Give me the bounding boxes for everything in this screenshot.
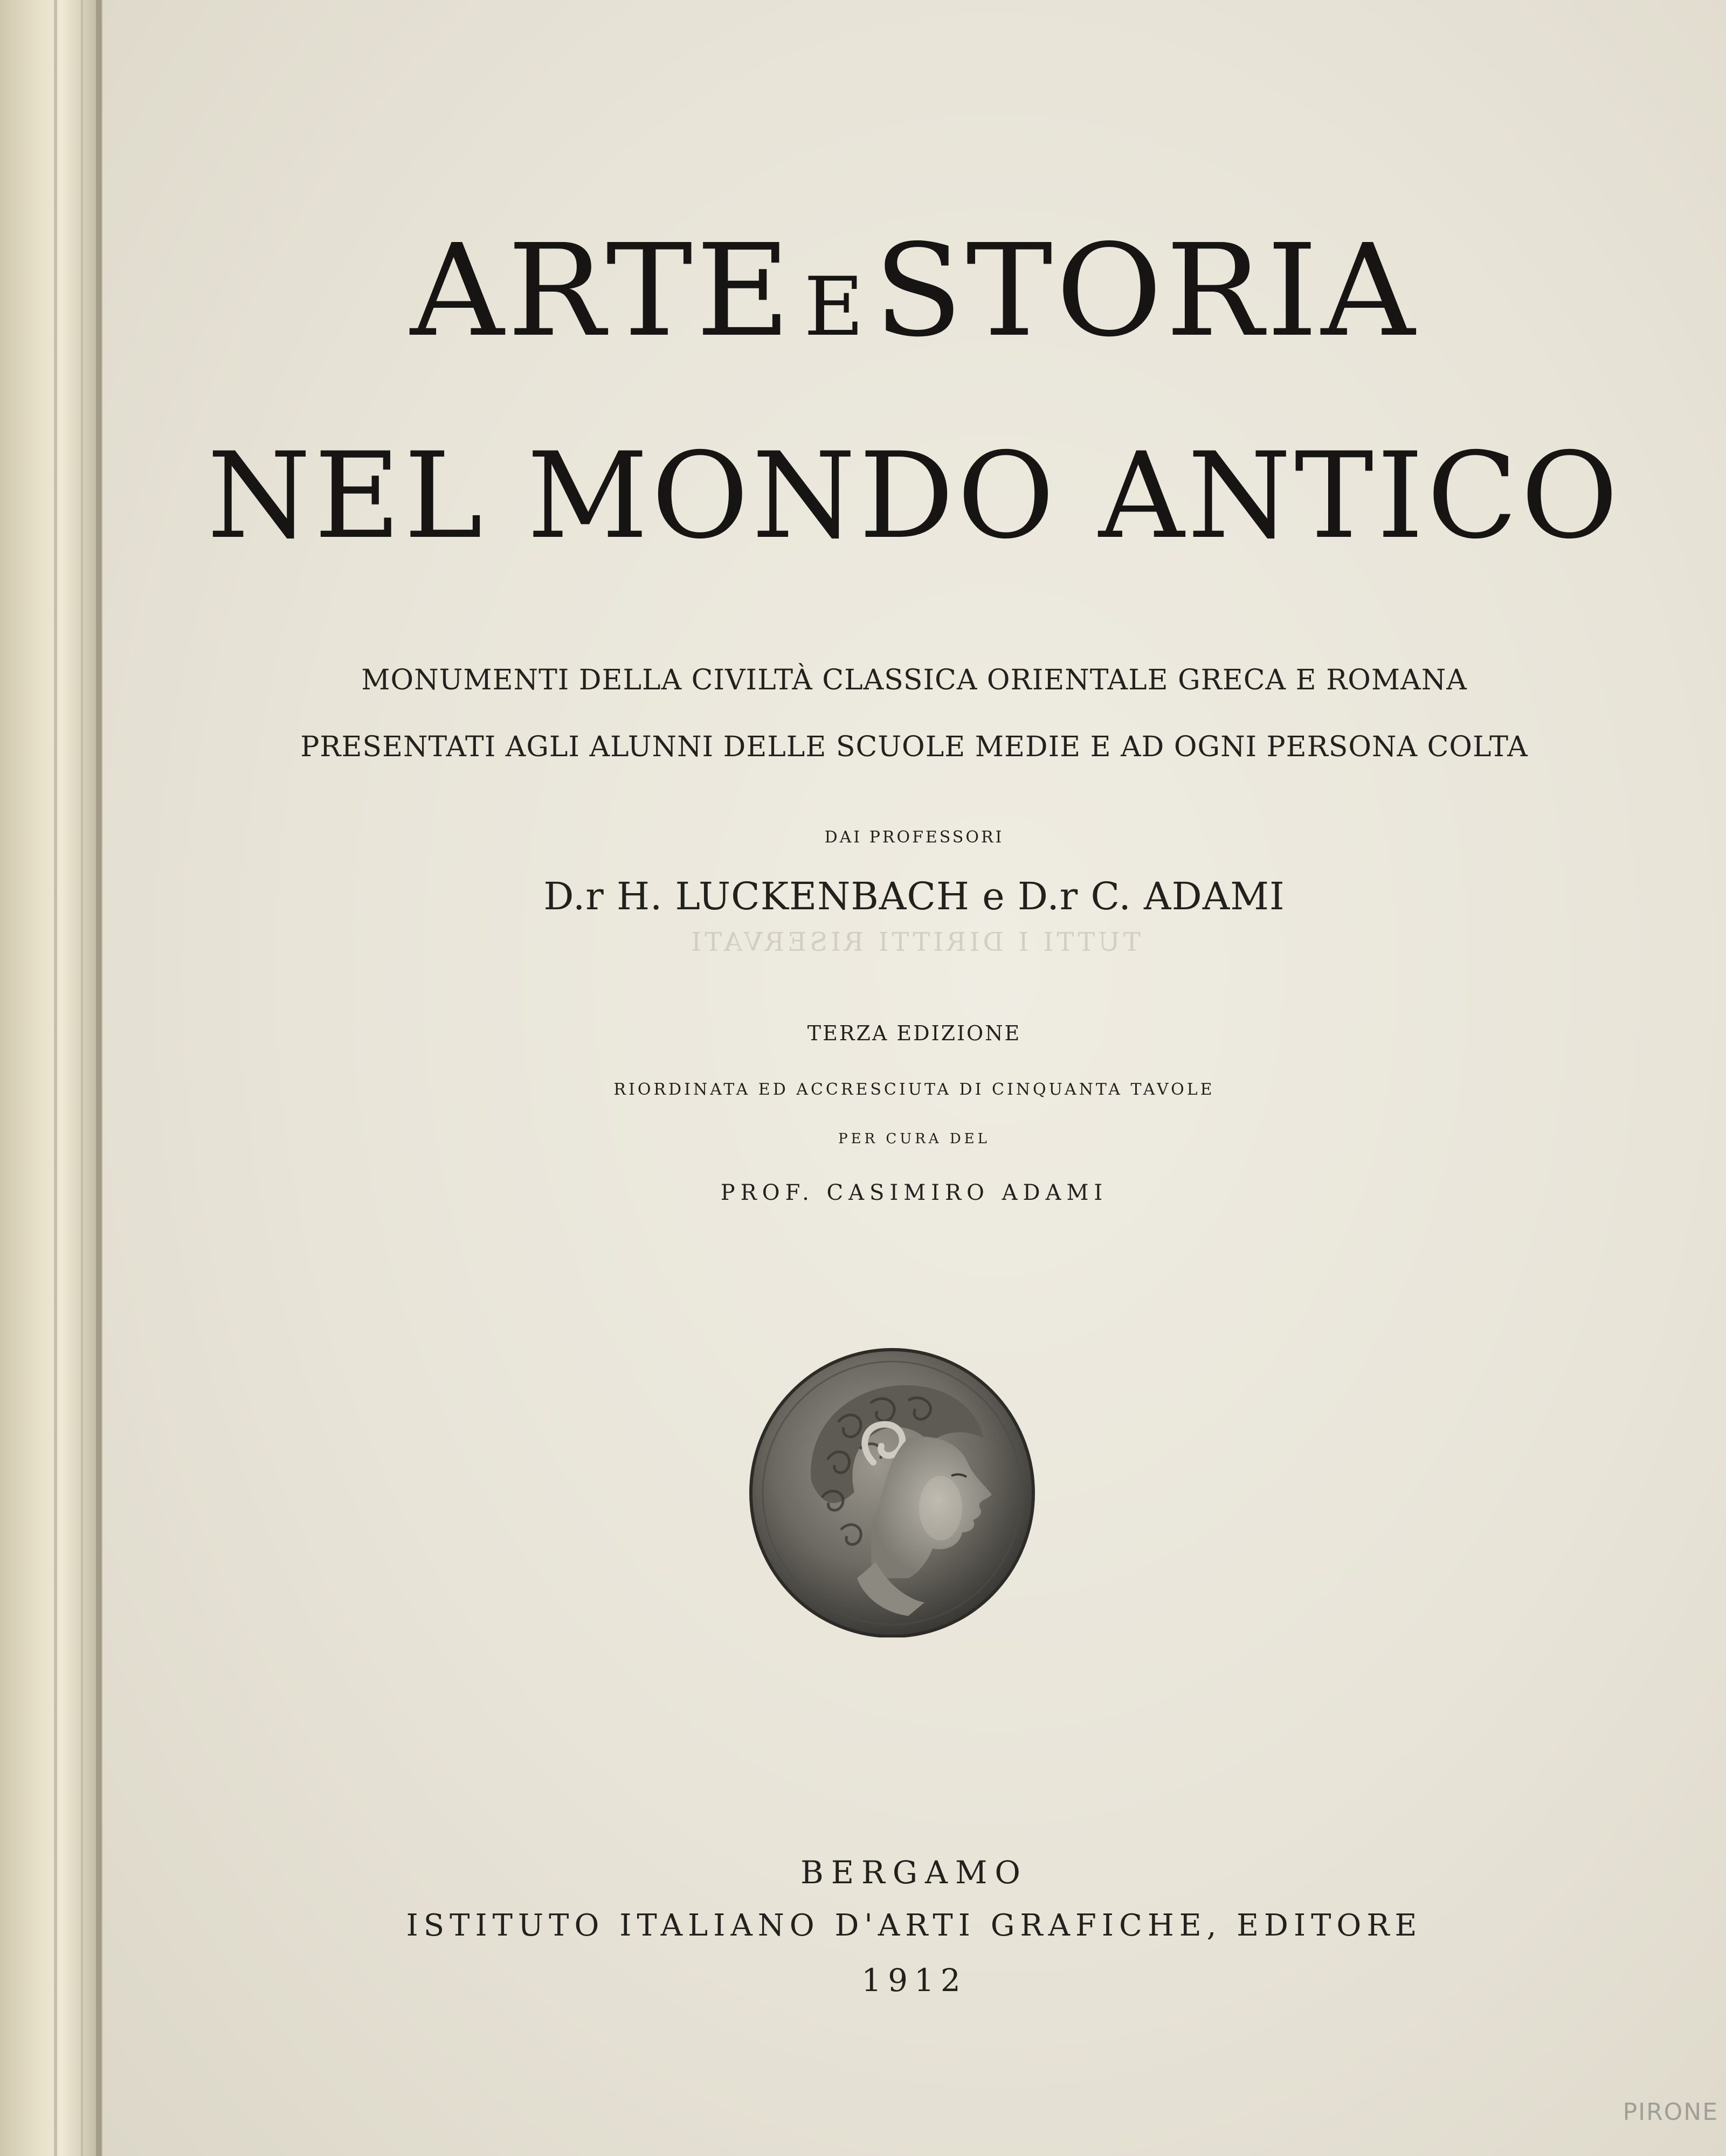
auction-house-logo: PIRONE xyxy=(1623,2098,1718,2126)
subtitle-line-2: PRESENTATI AGLI ALUNNI DELLE SCUOLE MEDIE E AD OGNI PERSONA COLTA xyxy=(300,731,1528,763)
imprint-year: 1912 xyxy=(861,1962,967,1999)
edition-label: TERZA EDIZIONE xyxy=(807,1021,1021,1045)
imprint-city: BERGAMO xyxy=(800,1854,1028,1891)
title-page xyxy=(102,0,1726,2156)
show-through-text: TUTTI I DIRITTI RISERVATI xyxy=(688,927,1141,957)
page-edge-line xyxy=(81,0,83,2156)
title-word-arte: ARTE xyxy=(410,217,794,365)
title-connector: E xyxy=(804,260,864,354)
subtitle-line-1: MONUMENTI DELLA CIVILTÀ CLASSICA ORIENTALE GRECA E ROMANA xyxy=(361,664,1467,696)
imprint-publisher: ISTITUTO ITALIANO D'ARTI GRAFICHE, EDITORE xyxy=(406,1908,1423,1943)
page-edge-line xyxy=(54,0,57,2156)
authors-intro: DAI PROFESSORI xyxy=(824,828,1004,847)
authors-names: D.r H. LUCKENBACH e D.r C. ADAMI xyxy=(543,874,1285,918)
edition-description: RIORDINATA ED ACCRESCIUTA DI CINQUANTA TAVOLE xyxy=(613,1080,1215,1099)
book-title-line-2: NEL MONDO ANTICO xyxy=(207,427,1621,565)
title-word-storia: STORIA xyxy=(874,217,1418,365)
coin-portrait-icon xyxy=(747,1346,1038,1637)
curated-by-label: PER CURA DEL xyxy=(838,1131,990,1147)
book-title-line-1 xyxy=(86,217,1726,377)
editor-name: PROF. CASIMIRO ADAMI xyxy=(720,1180,1108,1205)
